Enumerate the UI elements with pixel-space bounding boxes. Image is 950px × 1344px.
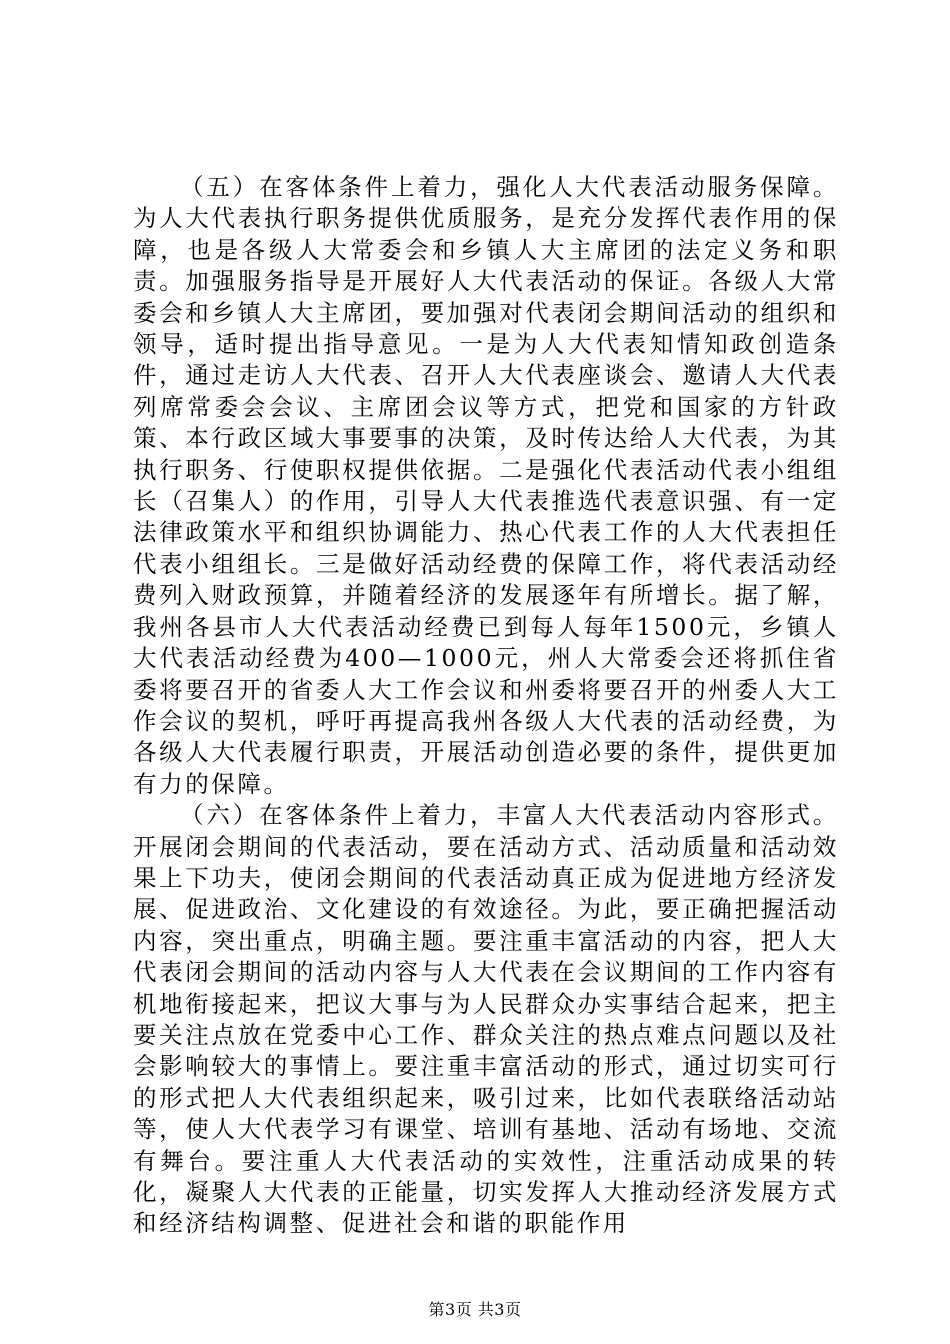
paragraph-section-six: （六）在客体条件上着力，丰富人大代表活动内容形式。开展闭会期间的代表活动，要在活动方式、活动质量和活动效果上下功夫，使闭会期间的代表活动真正成为促进地方经济发展、促进政治、文化建设的有效途径。为此，要正确把握活动内容，突出重点，明确主题。要注重丰富活动的内容，把人大代表闭会期间的活动内容与人大代表在会议期间的工作内容有机地衔接起来，把议大事与为人民群众办实事结合起来，把主要关注点放在党委中心工作、群众关注的热点难点问题以及社会影响较大的事情上。要注重丰富活动的形式，通过切实可行的形式把人大代表组织起来，吸引过来，比如代表联络活动站等，使人大代表学习有课堂、培训有基地、活动有场地、交流有舞台。要注重人大代表活动的实效性，注重活动成果的转化，凝聚人大代表的正能量，切实发挥人大推动经济发展方式和经济结构调整、促进社会和谐的职能作用 [133,801,839,1238]
page-number-footer: 第3页 共3页 [428,1300,522,1319]
paragraph-section-five: （五）在客体条件上着力，强化人大代表活动服务保障。为人大代表执行职务提供优质服务，是充分发挥代表作用的保障，也是各级人大常委会和乡镇人大主席团的法定义务和职责。加强服务指导是开展好人大代表活动的保证。各级人大常委会和乡镇人大主席团，要加强对代表闭会期间活动的组织和领导，适时提出指导意见。一是为人大代表知情知政创造条件，通过走访人大代表、召开人大代表座谈会、邀请人大代表列席常委会会议、主席团会议等方式，把党和国家的方针政策、本行政区域大事要事的决策，及时传达给人大代表，为其执行职务、行使职权提供依据。二是强化代表活动代表小组组长（召集人）的作用，引导人大代表推选代表意识强、有一定法律政策水平和组织协调能力、热心代表工作的人大代表担任代表小组组长。三是做好活动经费的保障工作，将代表活动经费列入财政预算，并随着经济的发展逐年有所增长。据了解，我州各县市人大代表活动经费已到每人每年1500元，乡镇人大代表活动经费为400—1000元，州人大常委会还将抓住省委将要召开的省委人大工作会议和州委将要召开的州委人大工作会议的契机，呼吁再提高我州各级人大代表的活动经费，为各级人大代表履行职责，开展活动创造必要的条件，提供更加有力的保障。 [133,173,839,798]
document-body [133,172,839,1240]
